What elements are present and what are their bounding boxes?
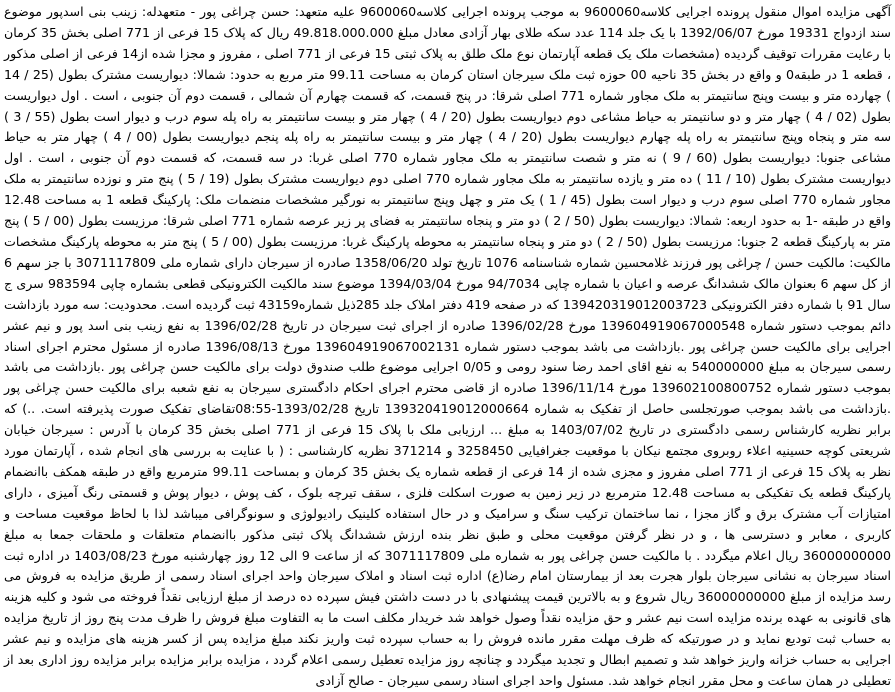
auction-notice-text: آگهی مزایده اموال منقول پرونده اجرایی کلاسه9600060 به موجب پرونده اجرایی کلاسه9600060 علیه متعهد: حسن چراغی پور - متعهدله: زینب بنی اسدپور موضوع سند ازدواج 19331 مورخ 1392/06/07 با یک جلد 114 عدد سکه طلای بهار آزادی معادل مبلغ 49.818.000.000 ریال که پلاک 15 فرعی از 771 اصلی بخش 35 کرمان با رعایت مقررات توقیف گردیده (مشخصات ملک یک قطعه آپارتمان نوع ملک طلق به پلاک ثبتی 15 فرعی از 771 اصلی ، مفروز و مجزا شده از14 فرعی از اصلی مذکور ، قطعه 1 در طبقه0 و واقع در بخش 35 ناحیه 00 حوزه ثبت ملک سیرجان استان کرمان به مساحت 99.11 متر مربع به حدود: شمالا: دیواریست مشترک بطول (25 / 14 ) چهارده متر و بیست وپنج سانتیمتر به ملک مجاور شماره 771 اصلی شرقا: در پنج قسمت، که قسمت چهارم آن شمالی ، قسمت دوم آن جنوبی ، است . اول دیواریست بطول (02 / 4 ) چهار متر و دو سانتیمتر به حیاط مشاعی دوم دیواریست بطول (20 / 4 ) چهار متر و بیست سانتیمتر به راه پله سوم درب و دیوار است بطول (55 / 3 ) سه متر و پنجاه وپنج سانتیمتر به راه پله چهارم دیواریست بطول (20 / 4 ) چهار متر و بیست سانتیمتر به راه پله پنجم دیواریست بطول (00 / 4 ) چهار متر به حیاط مشاعی جنوبا: دیواریست بطول (60 / 9 ) نه متر و شصت سانتیمتر به ملک مجاور شماره 770 اصلی غربا: در سه قسمت، که قسمت دوم آن جنوبی ، است . اول دیواریست مشترک بطول (10 / 11 ) ده متر و یازده سانتیمتر به ملک مجاور شماره 770 اصلی دوم دیواریست مشترک بطول (19 / 5 ) پنج متر و نوزده سانتیمتر به ملک مجاور شماره 770 اصلی سوم درب و دیوار است بطول (45 / 1 ) یک متر و چهل وپنج سانتیمتر به نورگیر مشخصات منضمات ملک: پارکینگ قطعه 1 به مساحت 12.48 واقع در طبقه -1 به حدود اربعه: شمالا: دیواریست بطول (50 / 2 ) دو متر و پنجاه سانتیمتر به فضای پر زیر عرصه شماره 771 اصلی شرقا: مرزیست بطول (00 / 5 ) پنج متر به پارکینگ قطعه 2 جنوبا: مرزیست بطول (50 / 2 ) دو متر و پنجاه سانتیمتر به محوطه پارکینگ غربا: مرزیست بطول (00 / 5 ) پنج متر به محوطه پارکینگ مشخصات مالکیت: مالکیت حسن / چراغی پور فرزند غلامحسین شماره شناسنامه 1076 تاریخ تولد 1358/06/20 صادره از سیرجان دارای شماره ملی 3071117809 با جز سهم 6 از کل سهم 6 بعنوان مالک ششدانگ عرصه و اعیان با شماره چاپی 94/7034 مورخ 1394/03/04 موضوع سند مالکیت الکترونیکی قطعی بشماره چاپی 983594 سری ج سال 91 با شماره دفتر الکترونیکی 139420319012003723 که در صفحه 419 دفتر املاک جلد 285ذیل شماره43159 ثبت گردیده است. محدودیت: سه مورد بازداشت دائم بموجب دستور شماره 139604919067000548 مورخ 1396/02/28 صادره از اجرای ثبت سیرجان در تاریخ 1396/02/28 به نفع زینب بنی اسد پور و نیم عشر اجرایی برای مالکیت حسن چراغی پور .بازداشت می باشد بموجب دستور شماره 139604919067002131 مورخ 1396/08/13 صادره از مسئول محترم اجرای اسناد رسمی سیرجان به مبلغ 540000000 به نفع اقای احمد رضا سنود رومی و 0/05 اجرایی موضوع طلب صندوق دولت برای مالکیت حسن چراغی پور .بازداشت می باشد بموجب دستور شماره 139602100800752 مورخ 1396/11/14 صادره از قاضی محترم اجرای احکام دادگستری سیرجان به نفع شعبه برای مالکیت حسن چراغی پور .بازداشت می باشد بموجب صورتجلسی حاصل از تفکیک به شماره 139320419012000664 تاریخ 1393/02/28-08:55تقاضای تفکیک صورت پذیرفته است. ..) که برابر نظریه کارشناس رسمی دادگستری در تاریخ 1403/07/02 به مبلغ ... ارزیابی ملک با پلاک 15 فرعی از 771 اصلی بخش 35 کرمان با آدرس : سیرجان خیابان شریعتی کوچه حسینیه اعلاء روبروی مجتمع نیکان با موقعیت جغرافیایی 3258450 و 371214 نظریه کارشناسی : ( با عنایت به بررسی های انجام شده ، آپارتمان مورد نظر به پلاک 15 فرعی از 771 اصلی مفروز و مجزی شده از 14 فرعی از قطعه شماره یک بخش 35 کرمان و بمساحت 99.11 مترمربع واقع در طبقه همکف باانضمام پارکینگ قطعه یک تفکیکی به مساحت 12.48 مترمربع در زیر زمین به صورت اسکلت فلزی ، سقف تیرچه بلوک ، کف پوش ، دیوار پوش و قسمتی رنگ آمیزی ، دارای امتیازات آب مشترک برق و گاز مجزا ، نما ساختمان ترکیب سنگ و سرامیک و در حال استفاده کلینیک رادیولوژی و سونوگرافی میباشد لذا با لحاظ موقعیت مساحت و کاربری ، معابر و دسترسی ها ، و در نظر گرفتن موقعیت محلی و طبق نظر بنده ارزش ششدانگ پلاک ثبتی مذکور باانضمام متعلقات و ملحقات جمعا به مبلغ 36000000000 ریال اعلام میگردد . با مالکیت حسن چراغی پور به شماره ملی 3071117809 که از ساعت 9 الی 12 روز چهارشنبه مورخ 1403/08/23 در اداره ثبت اسناد سیرجان به نشانی سیرجان بلوار هجرت بعد از بیمارستان امام رضا(ع) اداره ثبت اسناد و املاک سیرجان واحد اجرای اسناد رسمی از طریق مزایده به فروش می رسد مزایده از مبلغ 36000000000 ریال شروع و به بالاترین قیمت پیشنهادی با در دست داشتن فیش سپرده ده درصد از مبلغ ارزیابی نقداً فروخته می شود و کلیه هزینه های قانونی به عهده برنده مزایده است نیم عشر و حق مزایده نقداً وصول خواهد شد خریدار مکلف است ما به التفاوت مبلغ فروش را ظرف مدت پنج روز از تاریخ مزایده به حساب ثبت تودیع نماید و در صورتیکه که ظرف مهلت مقرر مانده فروش را به حساب سپرده ثبت واریز نکند مبلغ مزایده پس از کسر هزینه های مزایده و نیم عشر اجرایی به حساب خزانه واریز خواهد شد و تصمیم ابطال و تجدید میگردد و چنانچه روز مزایده تعطیل رسمی اعلام گردد ، مزایده برابر مزایده برابر مزایده روز اداری بعد از تعطیلی در همان ساعت و محل مقرر انجام خواهد شد. مسئول واحد اجرای اسناد رسمی سیرجان - صالح آزادی [4, 4, 892, 688]
